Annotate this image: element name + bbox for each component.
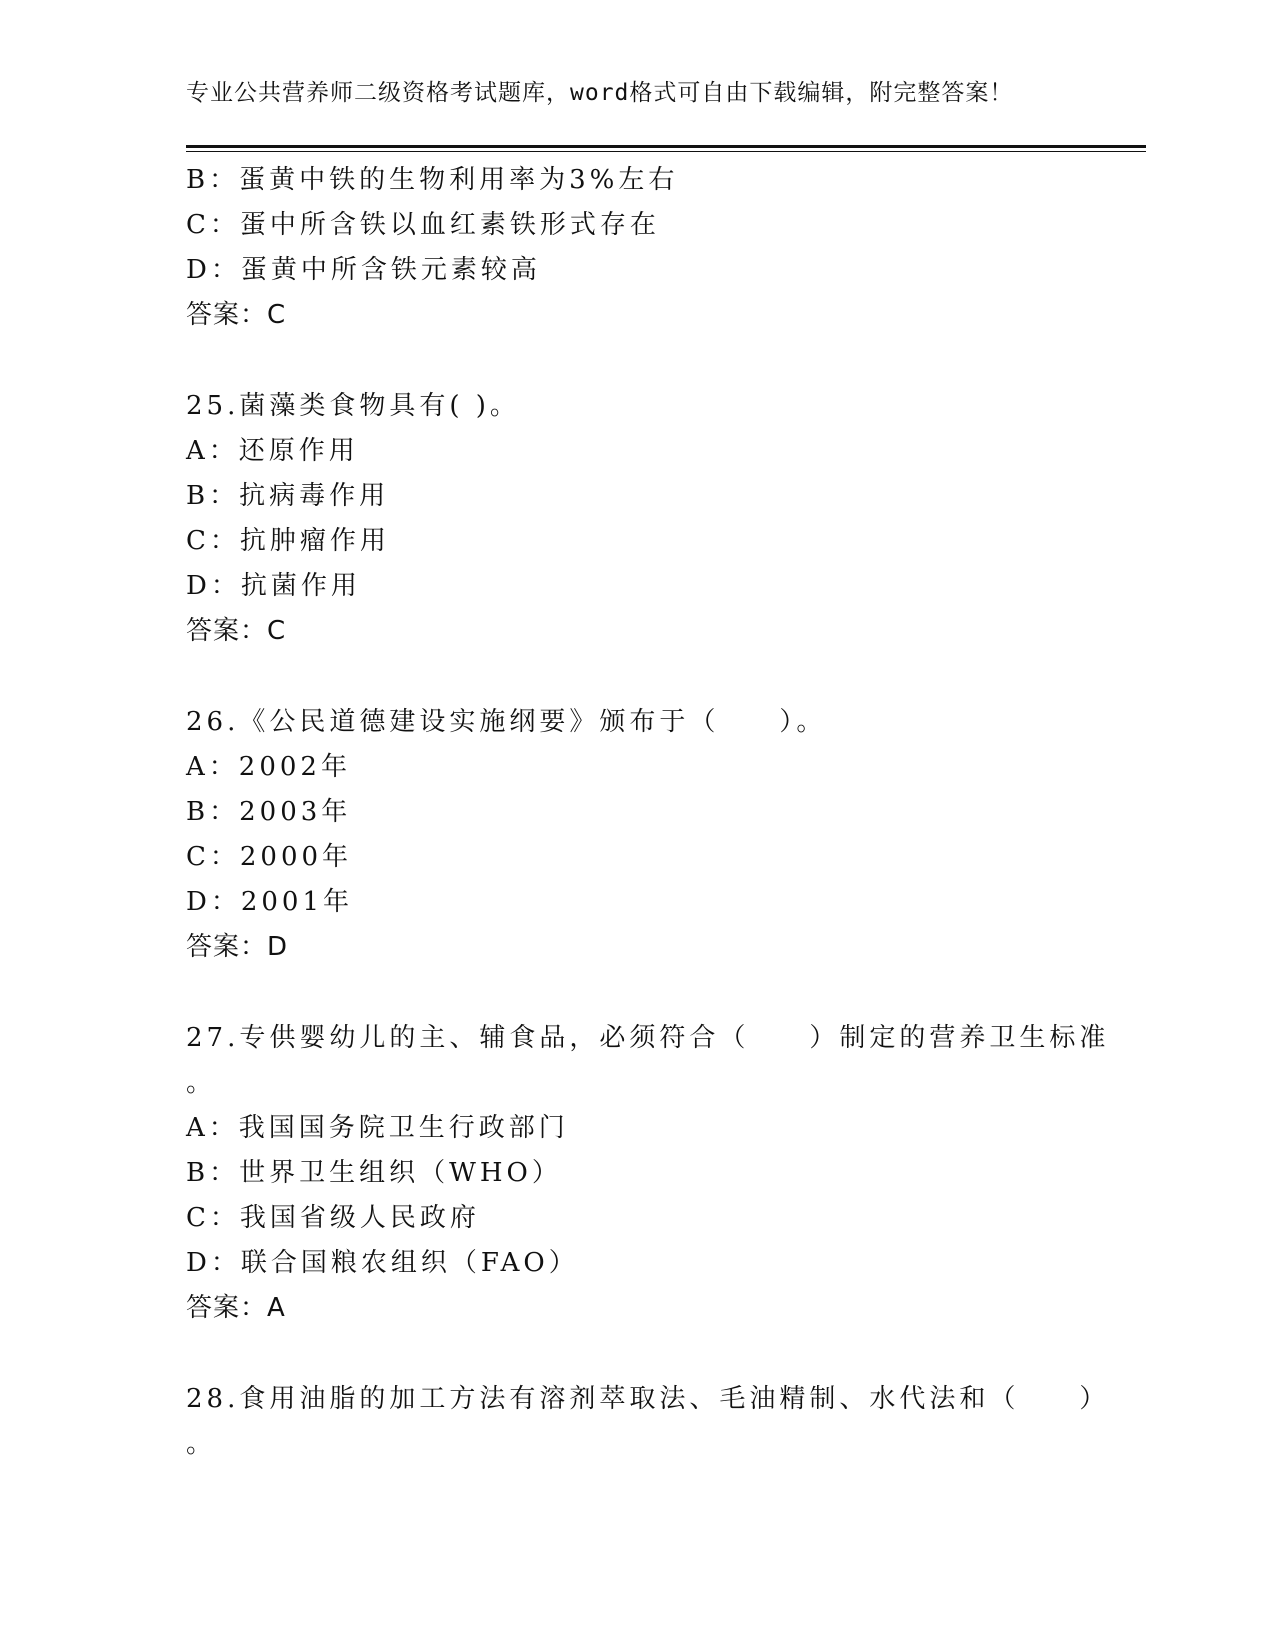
option-b: B：蛋黄中铁的生物利用率为3%左右 xyxy=(186,165,679,195)
answer: 答案：C xyxy=(186,300,287,330)
option-a: A：2002年 xyxy=(186,752,351,782)
option-a: A：我国国务院卫生行政部门 xyxy=(186,1113,569,1143)
option-d: D：抗菌作用 xyxy=(186,571,361,601)
option-b: B：世界卫生组织（WHO） xyxy=(186,1158,562,1188)
option-b: B：2003年 xyxy=(186,797,352,827)
question-25: 25.菌藻类食物具有( )。 xyxy=(186,391,520,421)
page-header: 专业公共营养师二级资格考试题库，word格式可自由下载编辑，附完整答案！ xyxy=(186,80,1014,106)
option-d: D：2001年 xyxy=(186,887,354,917)
question-28-wrap: 。 xyxy=(186,1429,217,1459)
header-divider-thick xyxy=(186,145,1146,148)
question-content xyxy=(186,158,1110,1467)
option-a: A：还原作用 xyxy=(186,436,359,466)
answer: 答案：D xyxy=(186,932,289,962)
question-27-wrap: 。 xyxy=(186,1068,217,1098)
option-d: D：联合国粮农组织（FAO） xyxy=(186,1248,579,1278)
question-28: 28.食用油脂的加工方法有溶剂萃取法、毛油精制、水代法和（ ） xyxy=(186,1384,1110,1414)
option-c: C：2000年 xyxy=(186,842,353,872)
question-27: 27.专供婴幼儿的主、辅食品，必须符合（ ）制定的营养卫生标准 xyxy=(186,1023,1110,1053)
answer: 答案：C xyxy=(186,616,287,646)
option-c: C：蛋中所含铁以血红素铁形式存在 xyxy=(186,210,660,240)
header-divider-thin xyxy=(186,151,1146,152)
option-c: C：抗肿瘤作用 xyxy=(186,526,390,556)
option-d: D：蛋黄中所含铁元素较高 xyxy=(186,255,541,285)
option-b: B：抗病毒作用 xyxy=(186,481,390,511)
question-26: 26.《公民道德建设实施纲要》颁布于（ ）。 xyxy=(186,707,827,737)
answer: 答案：A xyxy=(186,1293,286,1323)
option-c: C：我国省级人民政府 xyxy=(186,1203,480,1233)
